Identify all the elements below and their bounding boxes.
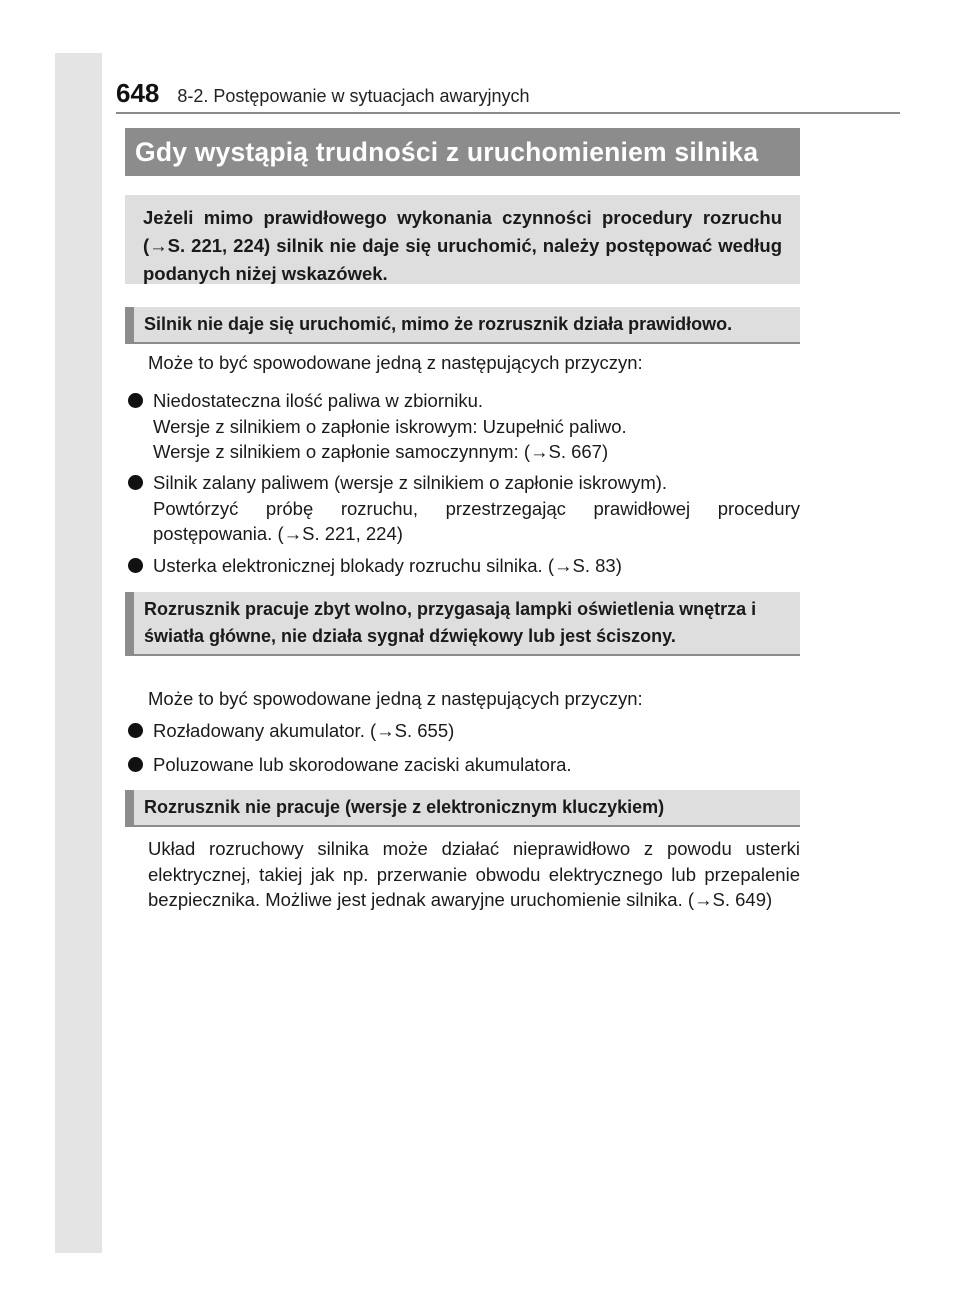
side-tab-band <box>55 53 102 1253</box>
bullet-line: Niedostateczna ilość paliwa w zbiorniku. <box>153 390 484 411</box>
bullet-line: Powtórzyć próbę rozruchu, przestrzegając prawidłowej procedury <box>153 497 800 519</box>
bullet-line: postępowania. (→S. 221, 224) <box>153 523 403 544</box>
section-3-heading: Rozrusznik nie pracuje (wersje z elektronicznym kluczykiem) <box>125 790 800 827</box>
page-title-bar <box>125 128 800 176</box>
bullet-line: Usterka elektronicznej blokady rozruchu silnika. (→S. 83) <box>153 555 622 576</box>
bullet-line: Poluzowane lub skorodowane zaciski akumulatora. <box>153 754 572 775</box>
bullet-icon <box>128 723 143 738</box>
bullet-icon <box>128 558 143 573</box>
header-rule <box>116 112 900 114</box>
list-item <box>128 470 800 547</box>
bullet-icon <box>128 393 143 408</box>
bullet-icon <box>128 475 143 490</box>
section-3-body: Układ rozruchowy silnika może działać nieprawidłowo z powodu usterki elektrycznej, takiej jak np. przerwanie obwodu elektrycznego lub przepalenie bezpiecznika. Możliwe jest jednak awaryjne uruchomienie silnika. (→S. 649) <box>148 838 800 910</box>
section-1-heading: Silnik nie daje się uruchomić, mimo że rozrusznik działa prawidłowo. <box>125 307 800 344</box>
bullet-line: Silnik zalany paliwem (wersje z silnikiem o zapłonie iskrowym). <box>153 472 668 493</box>
intro-text: Jeżeli mimo prawidłowego wykonania czynności procedury rozruchu (→S. 221, 224) silnik nie daje się uruchomić, należy postępować według podanych niżej wskazówek. <box>143 207 782 284</box>
page-header <box>116 78 900 109</box>
bullet-line: Rozładowany akumulator. (→S. 655) <box>153 720 455 741</box>
list-item <box>128 752 800 778</box>
list-item <box>128 388 800 465</box>
list-item <box>128 718 800 744</box>
page-number: 648 <box>116 78 160 108</box>
intro-box <box>125 195 800 284</box>
bullet-line: Wersje z silnikiem o zapłonie samoczynnym: (→S. 667) <box>153 441 609 462</box>
bullet-icon <box>128 757 143 772</box>
section-2-heading: Rozrusznik pracuje zbyt wolno, przygasają lampki oświetlenia wnętrza i światła główne, nie działa sygnał dźwiękowy lub jest ściszony. <box>125 592 800 656</box>
page-title: Gdy wystąpią trudności z uruchomieniem silnika <box>135 136 759 167</box>
bullet-line: Wersje z silnikiem o zapłonie iskrowym: Uzupełnić paliwo. <box>153 415 627 437</box>
section-2-lead: Może to być spowodowane jedną z następujących przyczyn: <box>148 688 643 709</box>
list-item <box>128 553 800 579</box>
section-1-lead: Może to być spowodowane jedną z następujących przyczyn: <box>148 352 643 373</box>
section-title: 8-2. Postępowanie w sytuacjach awaryjnych <box>177 86 530 106</box>
